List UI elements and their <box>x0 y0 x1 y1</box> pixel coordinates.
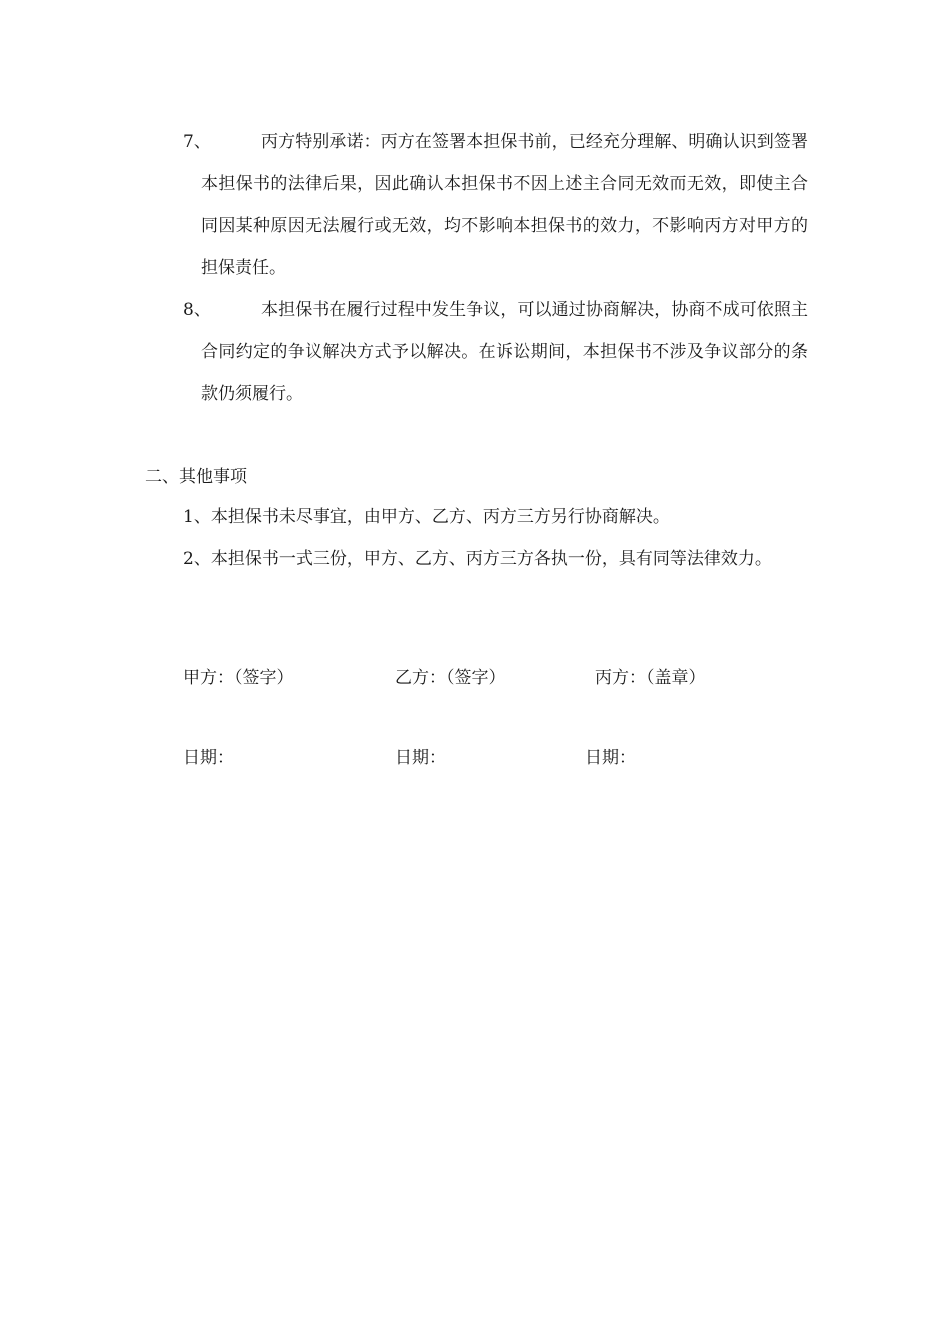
party-c-date-label: 日期： <box>585 748 636 768</box>
section-item-2: 2、本担保书一式三份，甲方、乙方、丙方三方各执一份，具有同等法律效力。 <box>183 549 772 569</box>
clause-8 <box>183 289 808 415</box>
party-c-seal-label: 丙方：（盖章） <box>595 668 706 688</box>
clause-text: 丙方特别承诺：丙方在签署本担保书前，已经充分理解、明确认识到签署本担保书的法律后果，因此确认本担保书不因上述主合同无效而无效，即使主合同因某种原因无法履行或无效，均不影响本担保书的效力，不影响丙方对甲方的担保责任。 <box>201 132 808 278</box>
clause-7 <box>183 121 808 289</box>
party-a-signature-label: 甲方：（签字） <box>183 668 294 688</box>
clause-number: 7、 <box>183 132 211 152</box>
section-heading: 二、其他事项 <box>145 467 247 487</box>
clause-text: 本担保书在履行过程中发生争议，可以通过协商解决，协商不成可依照主合同约定的争议解决方式予以解决。在诉讼期间，本担保书不涉及争议部分的条款仍须履行。 <box>201 300 808 404</box>
section-item-1: 1、本担保书未尽事宜，由甲方、乙方、丙方三方另行协商解决。 <box>183 507 670 527</box>
party-b-date-label: 日期： <box>395 748 446 768</box>
party-b-signature-label: 乙方：（签字） <box>395 668 506 688</box>
clause-number: 8、 <box>183 300 211 320</box>
party-a-date-label: 日期： <box>183 748 234 768</box>
